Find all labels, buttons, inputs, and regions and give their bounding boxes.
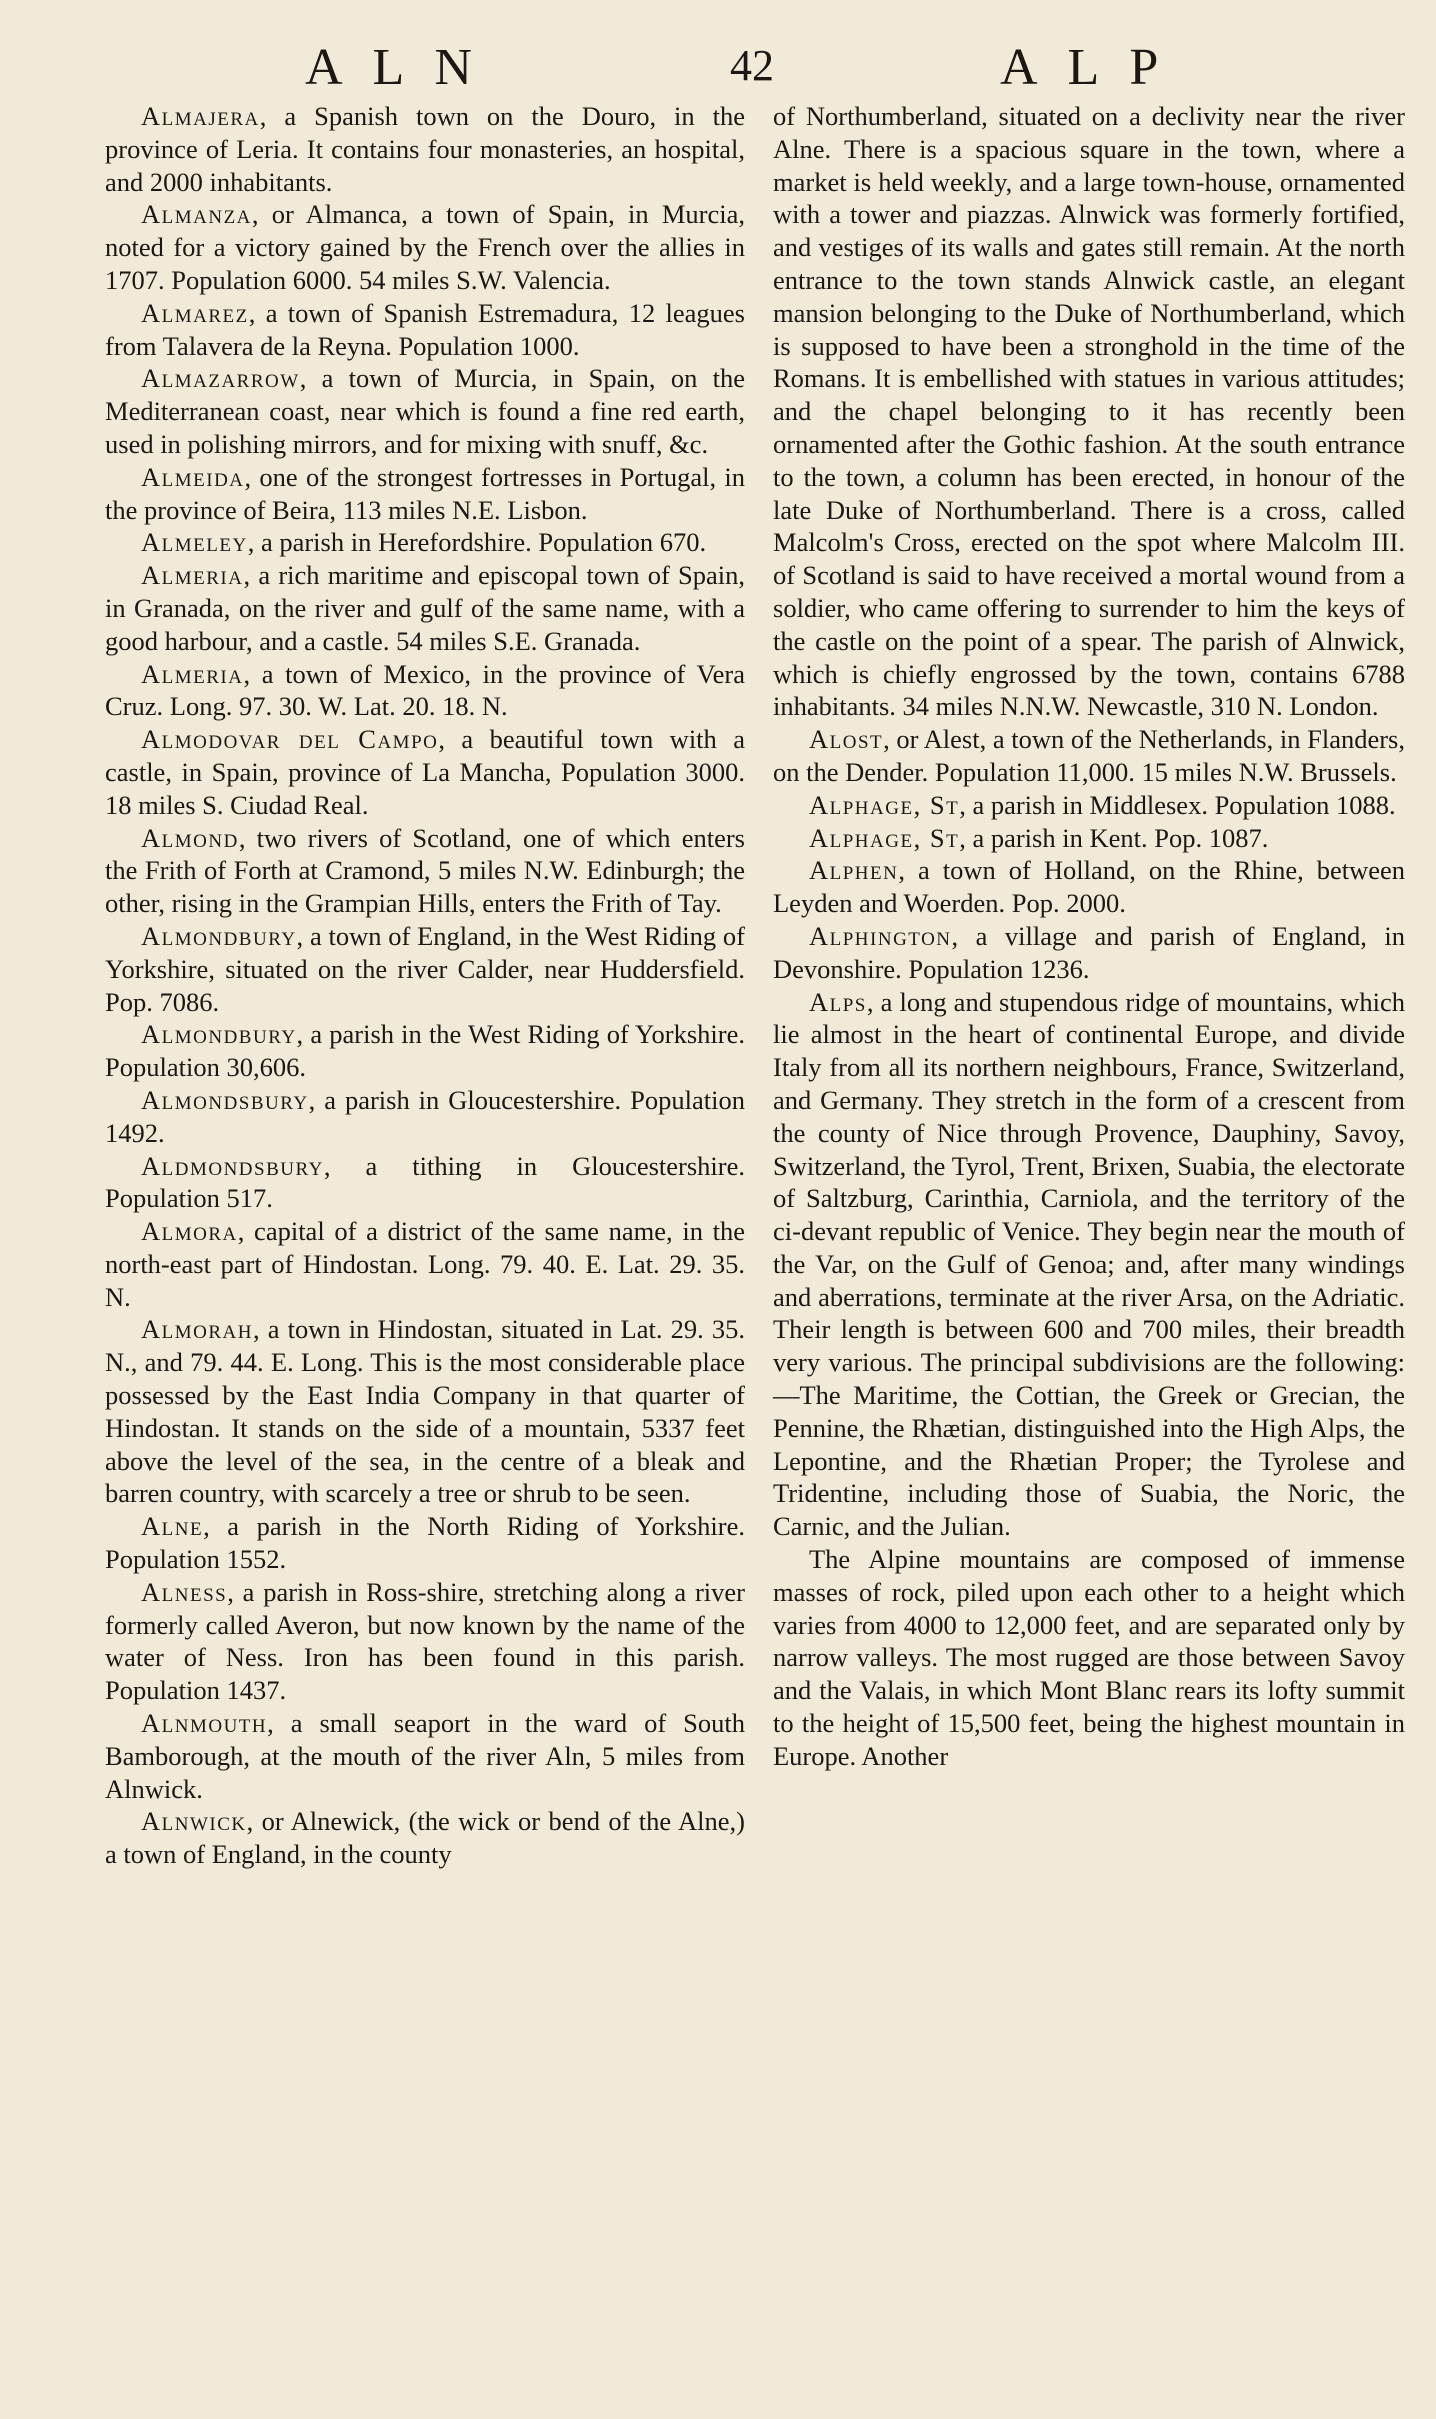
dictionary-entry — [105, 1510, 745, 1576]
entry-text: , one of the strongest fortresses in Portugal, in the province of Beira, 113 miles N.E. Lisbon. — [105, 461, 745, 525]
entry-text: , or Almanca, a town of Spain, in Murcia, noted for a victory gained by the French over the allies in 1707. Population 6000. 54 miles S.W. Valencia. — [105, 199, 745, 295]
entry-text: , a parish in the West Riding of Yorkshire. Population 30,606. — [105, 1019, 745, 1083]
entry-headword: Almazarrow — [141, 363, 300, 394]
entry-headword: Almeida — [141, 461, 245, 492]
entry-headword: Alne — [141, 1511, 204, 1542]
dictionary-entry — [105, 559, 745, 657]
entry-text: , or Alest, a town of the Netherlands, in Flanders, on the Dender. Population 11,000. 15 miles N.W. Brussels. — [773, 724, 1405, 787]
entry-text: , a town of England, in the West Riding of Yorkshire, situated on the river Calder, near Huddersfield. Pop. 7086. — [105, 920, 745, 1017]
entry-text: , a parish in the North Riding of Yorkshire. Population 1552. — [105, 1511, 745, 1575]
dictionary-entry — [773, 986, 1405, 1544]
entry-headword: Almanza — [141, 199, 252, 230]
entry-headword: Almodovar del Campo — [141, 724, 439, 755]
entry-text: , a town of Murcia, in Spain, on the Mediterranean coast, near which is found a fine red earth, used in polishing mirrors, and for mixing with snuff, &c. — [105, 363, 745, 459]
entry-text: of Northumberland, situated on a declivity near the river Alne. There is a spacious square in the town, where a market is held weekly, and a large town-house, ornamented with a tower and piazzas. Alnwick was formerly fortified, and vestiges of its walls and gates still remain. At the north entrance to the town stands Alnwick castle, an elegant mansion belonging to the Duke of Northumberland, which is supposed to have been a stronghold in the time of the Romans. It is embellished with statues in various attitudes; and the chapel belonging to it has recently been ornamented after the Gothic fashion. At the south entrance to the town, a column has been erected, in honour of the late Duke of Northumberland. There is a cross, called Malcolm's Cross, erected on the spot where Malcolm III. of Scotland is said to have received a mortal wound from a soldier, who came offering to surrender to him the keys of the castle on the point of a spear. The parish of Alnwick, which is chiefly engrossed by the town, contains 6788 inhabitants. 34 miles N.N.W. Newcastle, 310 N. London. — [773, 101, 1405, 722]
left-column — [105, 100, 745, 1871]
entry-text: , or Alnewick, (the wick or bend of the Alne,) a town of England, in the county — [105, 1806, 745, 1870]
dictionary-entry — [105, 920, 745, 1018]
entry-text: , two rivers of Scotland, one of which enters the Frith of Forth at Cramond, 5 miles N.W. Edinburgh; the other, rising in the Grampian Hills, enters the Frith of Tay. — [105, 822, 745, 919]
entry-text: , a town of Mexico, in the province of Vera Cruz. Long. 97. 30. W. Lat. 20. 18. N. — [105, 658, 745, 722]
entry-headword: Almondbury — [141, 920, 297, 951]
dictionary-entry — [105, 822, 745, 920]
right-column — [773, 100, 1405, 1773]
entry-headword: Almondbury — [141, 1019, 297, 1050]
dictionary-entry — [105, 1576, 745, 1707]
entry-text: , a rich maritime and episcopal town of Spain, in Granada, on the river and gulf of the same name, with a good harbour, and a castle. 54 miles S.E. Granada. — [105, 560, 745, 656]
dictionary-entry — [105, 1707, 745, 1805]
dictionary-entry — [773, 920, 1405, 986]
dictionary-entry — [105, 1018, 745, 1084]
entry-text: , a village and parish of England, in Devonshire. Population 1236. — [773, 920, 1405, 984]
entry-text: , a tithing in Gloucestershire. Population 517. — [105, 1150, 745, 1214]
entry-text: , a town of Spanish Estremadura, 12 leagues from Talavera de la Reyna. Population 1000. — [105, 297, 745, 361]
entry-text: , a parish in Gloucestershire. Population 1492. — [105, 1084, 745, 1148]
dictionary-entry — [773, 854, 1405, 920]
entry-text: The Alpine mountains are composed of immense masses of rock, piled upon each other to a height which varies from 4000 to 12,000 feet, and are separated only by narrow valleys. The most rugged are those between Savoy and the Valais, in which Mont Blanc rears its lofty summit to the height of 15,500 feet, being the highest mountain in Europe. Another — [773, 1544, 1405, 1771]
entry-text: , a small seaport in the ward of South Bamborough, at the mouth of the river Aln, 5 miles from Alnwick. — [105, 1708, 745, 1804]
entry-headword: Alost — [809, 724, 884, 755]
entry-headword: Alness — [141, 1576, 228, 1607]
entry-headword: Almajera — [141, 101, 260, 131]
dictionary-entry — [105, 1805, 745, 1871]
dictionary-entry — [105, 526, 745, 559]
dictionary-entry — [105, 723, 745, 821]
dictionary-entry — [105, 297, 745, 363]
entry-text: , a parish in Ross-shire, stretching along a river formerly called Averon, but now known by the name of the water of Ness. Iron has been found in this parish. Population 1437. — [105, 1576, 745, 1706]
dictionary-entry — [105, 1084, 745, 1150]
entry-text: , a long and stupendous ridge of mountains, which lie almost in the heart of continental Europe, and divide Italy from all its northern neighbours, France, Switzerland, and Germany. They stretch in the form of a crescent from the county of Nice through Provence, Dauphiny, Savoy, Switzerland, the Tyrol, Trent, Brixen, Suabia, the electorate of Saltzburg, Carinthia, Carniola, and the territory of the ci-devant republic of Venice. They begin near the mouth of the Var, on the Gulf of Genoa; and, after many windings and aberrations, terminate at the river Arsa, on the Adriatic. Their length is between 600 and 700 miles, their breadth very various. The principal subdivisions are the following:—The Maritime, the Cottian, the Greek or Grecian, the Pennine, the Rhætian, distinguished into the High Alps, the Lepontine, and the Rhætian Proper; the Tyrolese and Tridentine, including those of Suabia, the Noric, the Carnic, and the Julian. — [773, 986, 1405, 1542]
entry-text: , a parish in Middlesex. Population 1088. — [959, 789, 1396, 820]
entry-headword: Almond — [141, 822, 239, 853]
entry-headword: Almeria — [141, 658, 244, 689]
dictionary-entry — [773, 100, 1405, 723]
entry-headword: Aldmondsbury — [141, 1150, 324, 1181]
entry-text: , a parish in Kent. Pop. 1087. — [959, 822, 1269, 853]
entry-headword: Alphage, St — [809, 789, 960, 820]
dictionary-entry — [773, 789, 1405, 822]
entry-headword: Almorah — [141, 1314, 253, 1345]
dictionary-entry — [105, 198, 745, 296]
entry-text: , a parish in Herefordshire. Population 670. — [247, 527, 707, 558]
dictionary-entry — [105, 461, 745, 527]
dictionary-entry — [105, 1313, 745, 1510]
entry-headword: Almeria — [141, 560, 244, 591]
entry-headword: Alphage, St — [809, 822, 960, 853]
running-header — [0, 28, 1436, 108]
entry-headword: Alphington — [809, 920, 952, 951]
dictionary-entry — [105, 1150, 745, 1216]
entry-headword: Almarez — [141, 297, 249, 328]
entry-text: , a town of Holland, on the Rhine, between Leyden and Woerden. Pop. 2000. — [773, 855, 1405, 919]
dictionary-entry — [773, 723, 1405, 789]
entry-headword: Almora — [141, 1216, 238, 1247]
entry-text: , a beautiful town with a castle, in Spain, province of La Mancha, Population 3000. 18 miles S. Ciudad Real. — [105, 724, 745, 820]
entry-headword: Alps — [809, 986, 867, 1017]
entry-headword: Almondsbury — [141, 1084, 309, 1115]
dictionary-entry — [105, 100, 745, 198]
entry-headword: Alphen — [809, 855, 899, 886]
header-right-guide-word: ALP — [1000, 39, 1189, 96]
header-left-guide-word: ALN — [305, 39, 502, 96]
entry-headword: Almeley — [141, 527, 248, 558]
dictionary-entry — [105, 362, 745, 460]
entry-text: , a Spanish town on the Douro, in the province of Leria. It contains four monasteries, an hospital, and 2000 inhabitants. — [105, 101, 745, 197]
entry-text: , a town in Hindostan, situated in Lat. 29. 35. N., and 79. 44. E. Long. This is the most considerable place possessed by the East India Company in that quarter of Hindostan. It stands on the side of a mountain, 5337 feet above the level of the sea, in the centre of a bleak and barren country, with scarcely a tree or shrub to be seen. — [105, 1314, 745, 1509]
dictionary-entry — [773, 822, 1405, 855]
dictionary-entry — [773, 1543, 1405, 1773]
dictionary-entry — [105, 658, 745, 724]
entry-headword: Alnmouth — [141, 1708, 268, 1739]
entry-text: , capital of a district of the same name, in the north-east part of Hindostan. Long. 79. 40. E. Lat. 29. 35. N. — [105, 1216, 745, 1312]
entry-headword: Alnwick — [141, 1806, 247, 1837]
dictionary-entry — [105, 1215, 745, 1313]
page-number: 42 — [730, 41, 774, 90]
